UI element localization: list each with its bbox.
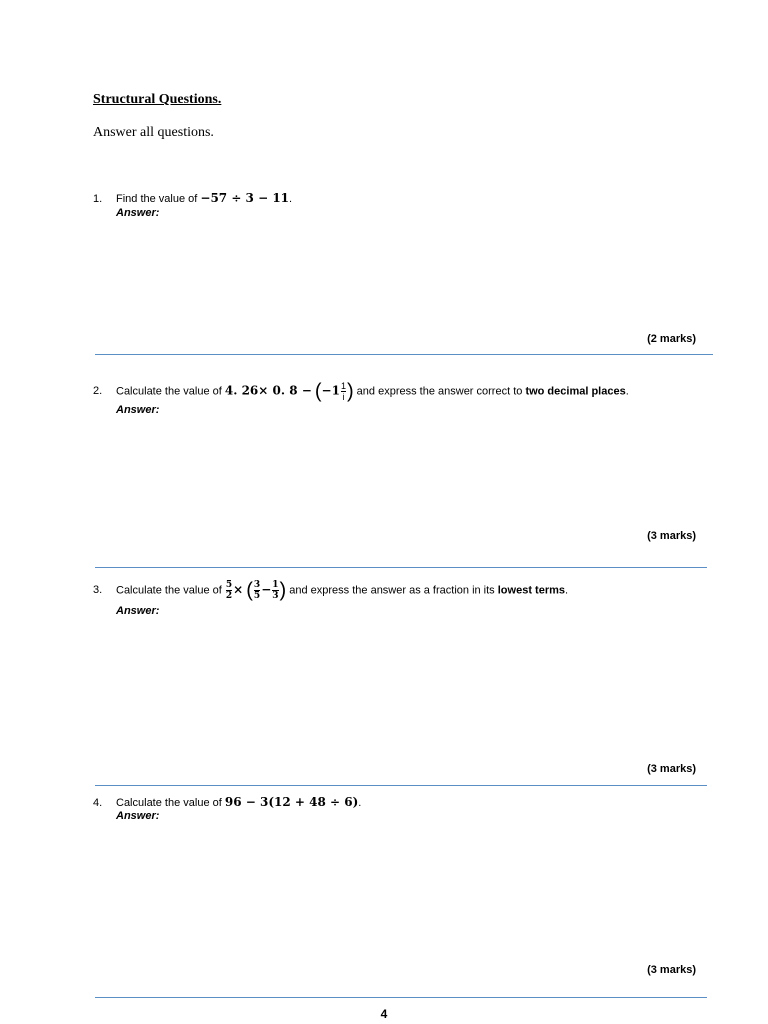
question-emphasis: lowest terms bbox=[497, 584, 565, 597]
answer-label-3: Answer: bbox=[116, 605, 160, 617]
fraction-denominator: 3 bbox=[272, 591, 279, 601]
question-4 bbox=[93, 794, 361, 811]
question-text: Calculate the value of bbox=[116, 797, 225, 809]
marks-4: (3 marks) bbox=[647, 964, 696, 976]
instructions bbox=[93, 125, 214, 141]
answer-label-2: Answer: bbox=[116, 404, 160, 416]
divider-3 bbox=[95, 785, 707, 786]
question-2 bbox=[93, 381, 629, 402]
fraction-numerator: 5 bbox=[225, 580, 233, 590]
question-number: 3. bbox=[93, 584, 103, 597]
marks-2: (3 marks) bbox=[647, 530, 696, 542]
question-1 bbox=[93, 190, 292, 207]
fraction-3 bbox=[272, 580, 278, 601]
fraction-denominator: 5 bbox=[253, 591, 261, 601]
marks-3: (3 marks) bbox=[647, 763, 696, 775]
fraction-denominator: 2 bbox=[225, 591, 233, 601]
paren-open: ( bbox=[246, 579, 253, 602]
math-term-b: × 0. 8 − bbox=[258, 383, 312, 398]
question-text: Find the value of bbox=[116, 193, 201, 205]
question-text-end: . bbox=[289, 193, 293, 205]
instructions-text: Answer all questions. bbox=[93, 125, 214, 140]
fraction-2 bbox=[254, 580, 260, 601]
paren-close: ) bbox=[346, 380, 354, 403]
question-3 bbox=[93, 580, 568, 601]
page-number: 4 bbox=[380, 1007, 388, 1021]
question-text-end: . bbox=[625, 385, 629, 398]
question-text: Calculate the value of bbox=[116, 385, 225, 398]
question-number: 1. bbox=[93, 193, 103, 205]
fraction-denominator: i bbox=[342, 392, 345, 402]
question-text-middle: and express the answer as a fraction in its bbox=[286, 584, 498, 597]
minus-sign: − bbox=[261, 582, 272, 597]
question-emphasis: two decimal places bbox=[525, 385, 626, 398]
question-number: 2. bbox=[93, 385, 103, 398]
section-title: Structural Questions. bbox=[93, 92, 222, 107]
question-number: 4. bbox=[93, 797, 103, 809]
answer-label-1: Answer: bbox=[116, 207, 160, 219]
math-expression: 96 − 3(12 + 48 ÷ 6) bbox=[224, 795, 359, 809]
mixed-number-whole: −1 bbox=[321, 383, 340, 398]
fraction-1 bbox=[226, 580, 232, 601]
divider-1 bbox=[95, 354, 713, 355]
math-term-a: 4. 26 bbox=[224, 383, 259, 398]
question-text: Calculate the value of bbox=[116, 584, 225, 597]
paren-close: ) bbox=[279, 579, 287, 602]
divider-2 bbox=[95, 567, 707, 568]
fraction bbox=[341, 381, 346, 402]
question-text-end: . bbox=[565, 584, 569, 597]
divider-4 bbox=[95, 997, 707, 998]
marks-1: (2 marks) bbox=[647, 333, 696, 345]
question-text-end: . bbox=[358, 797, 362, 809]
fraction-numerator: 3 bbox=[253, 580, 261, 590]
times-sign: × bbox=[233, 582, 244, 597]
fraction-numerator: 1 bbox=[272, 580, 279, 590]
question-text-middle: and express the answer correct to bbox=[353, 385, 526, 398]
answer-label-4: Answer: bbox=[116, 810, 160, 822]
fraction-numerator: 1 bbox=[340, 381, 346, 391]
paren-open: ( bbox=[314, 380, 322, 403]
math-expression: −57 ÷ 3 − 11 bbox=[200, 191, 290, 205]
